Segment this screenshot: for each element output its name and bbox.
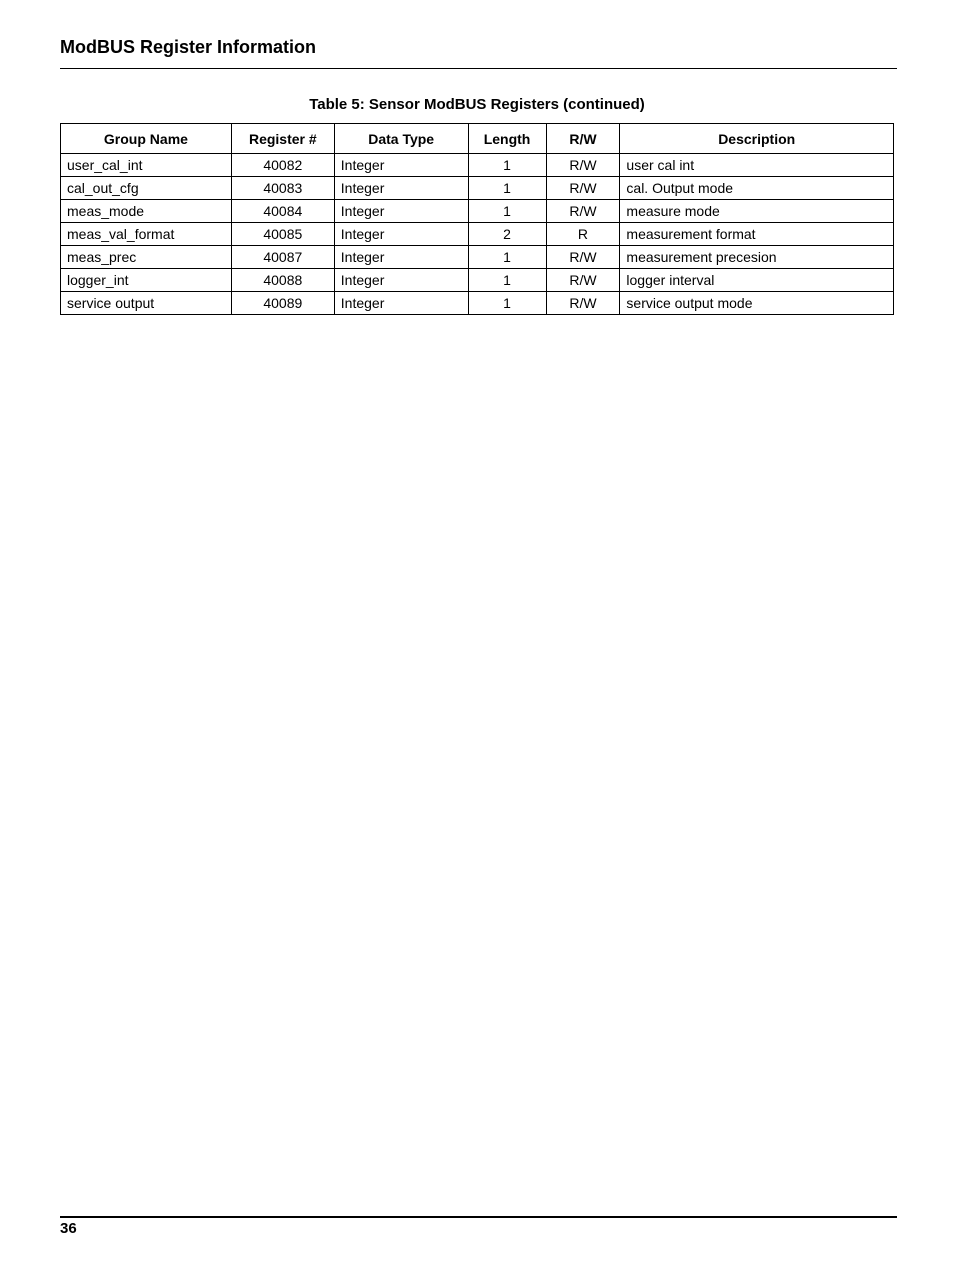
cell-rw: R/W (546, 200, 620, 223)
column-header-group-name: Group Name (61, 124, 232, 154)
table-header-row (61, 124, 894, 154)
cell-rw: R (546, 223, 620, 246)
cell-group-name: meas_prec (61, 246, 232, 269)
column-header-data-type: Data Type (334, 124, 468, 154)
cell-data-type: Integer (334, 200, 468, 223)
cell-description: user cal int (620, 154, 894, 177)
column-header-description: Description (620, 124, 894, 154)
cell-group-name: service output (61, 292, 232, 315)
cell-rw: R/W (546, 269, 620, 292)
cell-group-name: user_cal_int (61, 154, 232, 177)
table-row (61, 154, 894, 177)
cell-register: 40087 (231, 246, 334, 269)
cell-data-type: Integer (334, 177, 468, 200)
cell-length: 2 (468, 223, 546, 246)
cell-description: cal. Output mode (620, 177, 894, 200)
cell-data-type: Integer (334, 292, 468, 315)
cell-rw: R/W (546, 177, 620, 200)
cell-description: measure mode (620, 200, 894, 223)
cell-data-type: Integer (334, 154, 468, 177)
cell-description: measurement format (620, 223, 894, 246)
page-title: ModBUS Register Information (60, 37, 317, 57)
column-header-length: Length (468, 124, 546, 154)
cell-group-name: logger_int (61, 269, 232, 292)
cell-rw: R/W (546, 246, 620, 269)
table-row (61, 177, 894, 200)
cell-rw: R/W (546, 154, 620, 177)
table-row (61, 246, 894, 269)
cell-length: 1 (468, 200, 546, 223)
cell-length: 1 (468, 292, 546, 315)
cell-description: service output mode (620, 292, 894, 315)
cell-register: 40082 (231, 154, 334, 177)
cell-register: 40089 (231, 292, 334, 315)
page-number: 36 (60, 1220, 77, 1237)
table-row (61, 269, 894, 292)
cell-length: 1 (468, 269, 546, 292)
cell-description: logger interval (620, 269, 894, 292)
column-header-register: Register # (231, 124, 334, 154)
table-row (61, 200, 894, 223)
cell-group-name: meas_val_format (61, 223, 232, 246)
header-divider (60, 68, 897, 69)
table-caption: Table 5: Sensor ModBUS Registers (continued) (309, 96, 645, 113)
cell-group-name: cal_out_cfg (61, 177, 232, 200)
cell-length: 1 (468, 246, 546, 269)
cell-rw: R/W (546, 292, 620, 315)
column-header-rw: R/W (546, 124, 620, 154)
cell-data-type: Integer (334, 269, 468, 292)
registers-table (60, 123, 894, 315)
footer-divider (60, 1216, 897, 1218)
cell-register: 40085 (231, 223, 334, 246)
table-row (61, 292, 894, 315)
cell-group-name: meas_mode (61, 200, 232, 223)
cell-data-type: Integer (334, 246, 468, 269)
cell-length: 1 (468, 154, 546, 177)
cell-length: 1 (468, 177, 546, 200)
table-row (61, 223, 894, 246)
cell-register: 40083 (231, 177, 334, 200)
cell-data-type: Integer (334, 223, 468, 246)
cell-register: 40088 (231, 269, 334, 292)
cell-description: measurement precesion (620, 246, 894, 269)
cell-register: 40084 (231, 200, 334, 223)
